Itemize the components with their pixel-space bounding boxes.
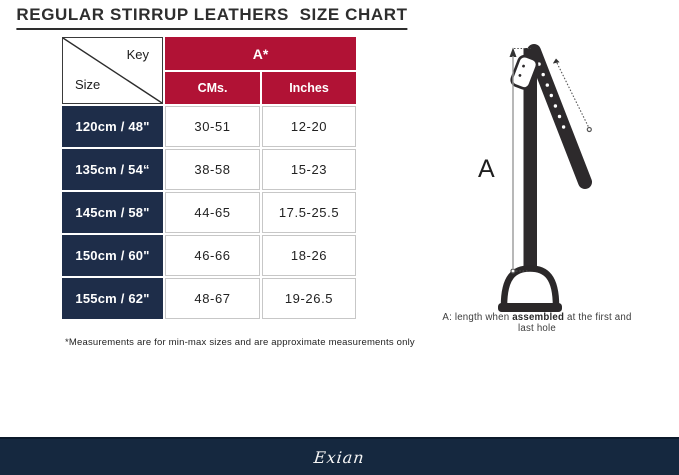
row-cms-value: 44-65 [165, 192, 260, 233]
caption-prefix: A: length when [442, 312, 513, 323]
column-header-inches: Inches [262, 72, 356, 104]
row-inches-value: 15-23 [262, 149, 356, 190]
diagram-caption [437, 312, 637, 334]
row-cms-value: 46-66 [165, 235, 260, 276]
row-inches-value: 19-26.5 [262, 278, 356, 319]
footer-bar [0, 437, 679, 475]
row-size-label: 155cm / 62" [62, 278, 163, 319]
row-size-label: 145cm / 58" [62, 192, 163, 233]
column-header-cms: CMs. [165, 72, 260, 104]
brand-logo: Exian [313, 447, 366, 467]
row-size-label: 150cm / 60" [62, 235, 163, 276]
table-corner-cell [62, 37, 163, 104]
row-size-label: 135cm / 54“ [62, 149, 163, 190]
caption-bold-word: assembled [512, 312, 565, 323]
stirrup-leather-illustration [430, 30, 679, 315]
corner-key-label: Key [126, 47, 149, 62]
stirrup-iron [498, 267, 562, 312]
dimension-a-label: A [478, 155, 495, 183]
page-title: REGULAR STIRRUP LEATHERS SIZE CHART [16, 5, 407, 30]
row-size-label: 120cm / 48" [62, 106, 163, 147]
size-chart-table [62, 37, 356, 319]
diagonal-strap [534, 51, 585, 182]
corner-size-label: Size [75, 77, 101, 92]
caption-suffix: at the first and last hole [518, 312, 632, 334]
row-cms-value: 30-51 [165, 106, 260, 147]
measurements-footnote: *Measurements are for min-max sizes and are approximate measurements only [65, 337, 415, 348]
row-cms-value: 48-67 [165, 278, 260, 319]
row-cms-value: 38-58 [165, 149, 260, 190]
row-inches-value: 17.5-25.5 [262, 192, 356, 233]
row-inches-value: 12-20 [262, 106, 356, 147]
row-inches-value: 18-26 [262, 235, 356, 276]
column-group-header-a: A* [165, 37, 356, 70]
